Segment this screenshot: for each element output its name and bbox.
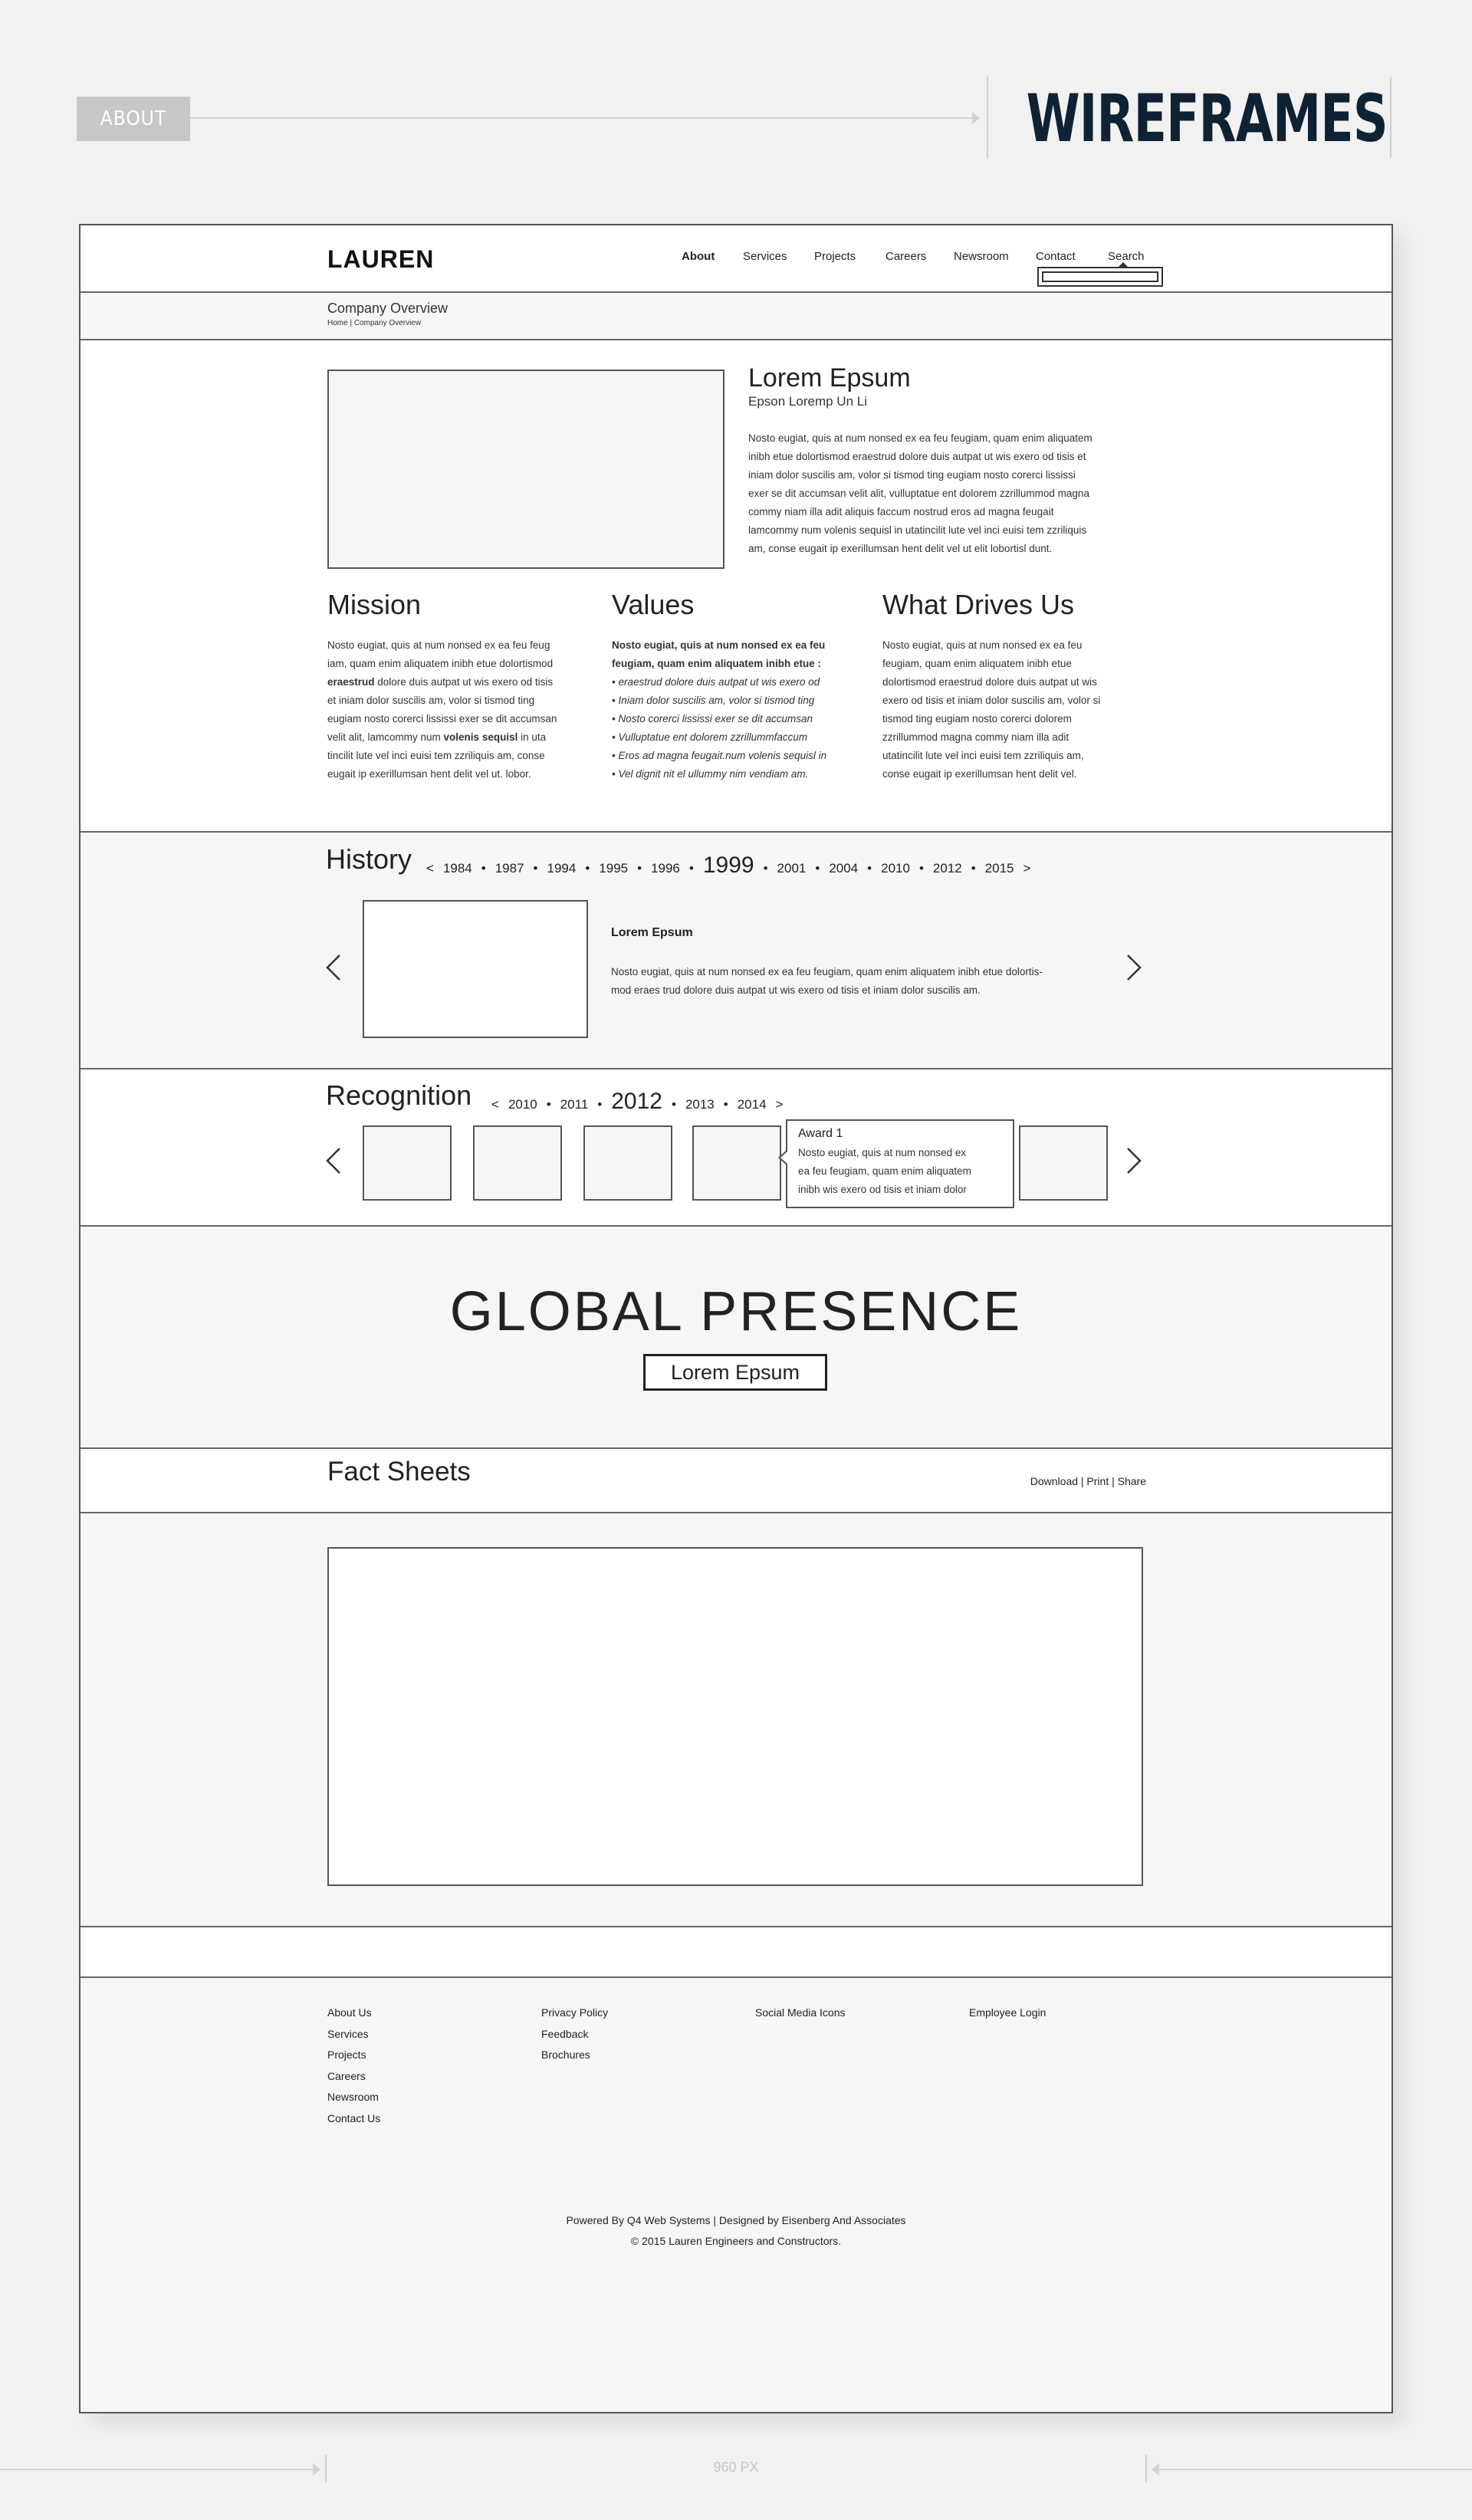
values-text: Nosto eugiat, quis at num nonsed ex ea feu feugiam, quam enim aliquatem inibh etue : • eraestrud dolore duis autpat ut wis exero od • Iniam dolor suscilis am, volor si tismod ting • Nosto corerci lississi exer se dit accumsan • Vulluptatue ent dolorem zzrillummfaccum • Eros ad magna feugait.num volenis sequisl in • Vel dignit nit el ullummy nim vendiam am. [612, 639, 827, 780]
wireframes-title: WIREFRAMES [1026, 80, 1388, 157]
divider [325, 2455, 327, 2482]
footer-link[interactable]: Feedback [541, 2027, 589, 2040]
fact-sheets-title: Fact Sheets [327, 1457, 471, 1487]
timeline-year[interactable]: 2012 [932, 861, 962, 876]
intro-image-placeholder [327, 370, 724, 569]
timeline-separator: • [481, 861, 486, 876]
history-prev-icon[interactable] [324, 954, 343, 981]
popup-pointer-fill [780, 1152, 787, 1164]
award-thumbnail[interactable] [363, 1125, 452, 1201]
nav-services[interactable]: Services [743, 250, 787, 263]
timeline-next-button[interactable]: > [775, 1097, 784, 1112]
award-thumbnail[interactable] [1019, 1125, 1108, 1201]
timeline-separator: • [546, 1097, 551, 1112]
timeline-year[interactable]: 1996 [651, 861, 680, 876]
timeline-separator: • [971, 861, 976, 876]
footer-col-1 [327, 2003, 380, 2129]
timeline-separator: • [688, 861, 694, 876]
divider [1390, 77, 1392, 158]
fact-sheet-viewer[interactable] [327, 1547, 1143, 1886]
award-thumbnail[interactable] [473, 1125, 562, 1201]
timeline-separator: • [585, 861, 590, 876]
timeline-year[interactable]: 2014 [737, 1097, 767, 1112]
arrow-right-icon [972, 112, 980, 124]
award-thumbnail[interactable] [692, 1125, 781, 1201]
divider [987, 77, 988, 158]
timeline-separator: • [918, 861, 924, 876]
timeline-year[interactable]: 2010 [508, 1097, 537, 1112]
timeline-separator: • [597, 1097, 603, 1112]
timeline-year[interactable]: 2011 [560, 1097, 589, 1112]
footer-link[interactable]: Contact Us [327, 2111, 381, 2124]
award-popup [786, 1119, 1014, 1208]
recognition-title: Recognition [326, 1079, 472, 1111]
width-label: 960 PX [713, 2459, 759, 2475]
divider [1145, 2455, 1147, 2482]
nav-contact[interactable]: Contact [1036, 250, 1076, 263]
timeline-separator: • [533, 861, 538, 876]
timeline-separator: • [671, 1097, 676, 1112]
timeline-separator: • [763, 861, 768, 876]
footer-col-3 [755, 2003, 846, 2024]
recognition-timeline [487, 1089, 787, 1115]
footer-link[interactable]: Services [327, 2027, 369, 2040]
timeline-prev-button[interactable]: < [491, 1097, 499, 1112]
intro-text: Nosto eugiat, quis at num nonsed ex ea feu feugiam, quam enim aliquatem inibh etue dolortismod eraestrud dolore duis autpat ut wis exero od tisis et iniam dolor suscilis am, volor si tismod ting eugiam nosto corerci lississi exer se dit accumsan velit alit, vulluptatue ent dolorem zzrillummod magna commy niam illa adit aliquis faccum nostrud eros ad magna feugait lamcommy num volenis sequisl in utatincilit lute vel inci euisi tem zzriliquis am, conse eugait ip exerillumsan hent delit vel ut elit lobortisl dunt. [748, 432, 1092, 554]
history-title: History [326, 843, 412, 875]
width-rule-right [1152, 2469, 1472, 2470]
timeline-separator: • [723, 1097, 728, 1112]
recognition-next-icon[interactable] [1125, 1147, 1143, 1175]
employee-login-link[interactable]: Employee Login [969, 2006, 1046, 2019]
timeline-year[interactable]: 1999 [702, 853, 754, 878]
footer-copyright: © 2015 Lauren Engineers and Constructors. [630, 2235, 842, 2247]
footer-link[interactable]: Brochures [541, 2049, 590, 2061]
wireframe-page [79, 224, 1393, 2413]
footer [80, 1978, 1392, 2412]
values-title: Values [612, 589, 695, 620]
award-thumbnail[interactable] [583, 1125, 672, 1201]
footer-col-4 [969, 2003, 1046, 2024]
drives-text: Nosto eugiat, quis at num nonsed ex ea feu feugiam, quam enim aliquatem inibh etue dolortismod eraestrud dolore duis autpat ut wis exero od tisis et iniam dolor suscilis am, volor si tismod ting eugiam nosto corerci dolorem zzrillummod magna commy niam illa adit utatincilit lute vel inci euisi tem zzriliquis am, conse eugait ip exerillumsan hent delit vel. [882, 639, 1101, 780]
timeline-year[interactable]: 2010 [881, 861, 910, 876]
history-next-icon[interactable] [1125, 954, 1143, 981]
timeline-year[interactable]: 2012 [611, 1089, 662, 1114]
timeline-year[interactable]: 1995 [599, 861, 629, 876]
arrow-right-icon [313, 2463, 320, 2476]
footer-link[interactable]: Projects [327, 2049, 366, 2061]
timeline-separator: • [815, 861, 820, 876]
timeline-year[interactable]: 2013 [685, 1097, 715, 1112]
timeline-year[interactable]: 2004 [829, 861, 859, 876]
history-timeline [422, 853, 1035, 879]
timeline-year[interactable]: 2015 [984, 861, 1014, 876]
history-item-text: Nosto eugiat, quis at num nonsed ex ea feu feugiam, quam enim aliquatem inibh etue dolortis- mod eraes trud dolore duis autpat ut wis exero od tisis et iniam dolor suscilis am. [611, 966, 1043, 996]
header-rule [190, 117, 980, 119]
timeline-year[interactable]: 1994 [547, 861, 577, 876]
timeline-year[interactable]: 1987 [495, 861, 524, 876]
drives-title: What Drives Us [882, 589, 1075, 620]
nav-careers[interactable]: Careers [886, 250, 927, 263]
award-title: Award 1 [798, 1127, 843, 1140]
width-rule-left [0, 2469, 320, 2470]
intro-title: Lorem Epsum [748, 363, 911, 393]
nav-about[interactable]: About [682, 250, 715, 263]
footer-link[interactable]: Careers [327, 2069, 366, 2082]
about-tag: ABOUT [77, 97, 190, 141]
timeline-separator: • [867, 861, 872, 876]
nav-newsroom[interactable]: Newsroom [954, 250, 1009, 263]
breadcrumb-bar [80, 293, 1392, 339]
page-title: Company Overview [327, 301, 449, 316]
timeline-separator: • [637, 861, 642, 876]
breadcrumb[interactable]: Home | Company Overview [327, 319, 422, 327]
global-presence-title: GLOBAL PRESENCE [449, 1281, 1023, 1342]
nav-projects[interactable]: Projects [814, 250, 856, 263]
history-image-placeholder [363, 900, 588, 1038]
recognition-prev-icon[interactable] [324, 1147, 343, 1175]
footer-link[interactable]: Privacy Policy [541, 2006, 609, 2019]
history-item-title: Lorem Epsum [611, 926, 693, 939]
arrow-left-icon [1152, 2463, 1159, 2476]
social-media-icons[interactable]: Social Media Icons [755, 2006, 846, 2019]
nav-search[interactable]: Search [1108, 250, 1145, 263]
footer-link[interactable]: About Us [327, 2006, 372, 2019]
intro-subtitle: Epson Loremp Un Li [748, 394, 867, 409]
timeline-next-button[interactable]: > [1023, 861, 1031, 876]
footer-credit: Powered By Q4 Web Systems | Designed by Eisenberg And Associates [566, 2214, 906, 2226]
award-text: Nosto eugiat, quis at num nonsed ex ea feu feugiam, quam enim aliquatem inibh wis exero od tisis et iniam dolor [798, 1147, 971, 1195]
timeline-year[interactable]: 1984 [442, 861, 472, 876]
mission-title: Mission [327, 589, 422, 620]
timeline-prev-button[interactable]: < [426, 861, 434, 876]
search-input[interactable] [1037, 267, 1163, 287]
mission-text: Nosto eugiat, quis at num nonsed ex ea feu feug iam, quam enim aliquatem inibh etue dolortismod eraestrud dolore duis autpat ut wis exero od tisis et iniam dolor suscilis am, volor si tismod ting eugiam nosto corerci lississi exer se dit accumsan velit alit, lamcommy num volenis sequisl in uta tincilit lute vel inci euisi tem zzriliquis am, conse eugait ip exerillumsan hent delit vel ut. lobor. [327, 639, 557, 780]
timeline-year[interactable]: 2001 [777, 861, 807, 876]
fact-sheets-actions[interactable]: Download | Print | Share [1030, 1475, 1146, 1487]
footer-col-2 [541, 2003, 608, 2066]
site-logo[interactable]: LAUREN [327, 245, 435, 273]
footer-link[interactable]: Newsroom [327, 2091, 379, 2103]
global-presence-button[interactable]: Lorem Epsum [643, 1354, 827, 1391]
search-field[interactable] [1042, 271, 1158, 282]
